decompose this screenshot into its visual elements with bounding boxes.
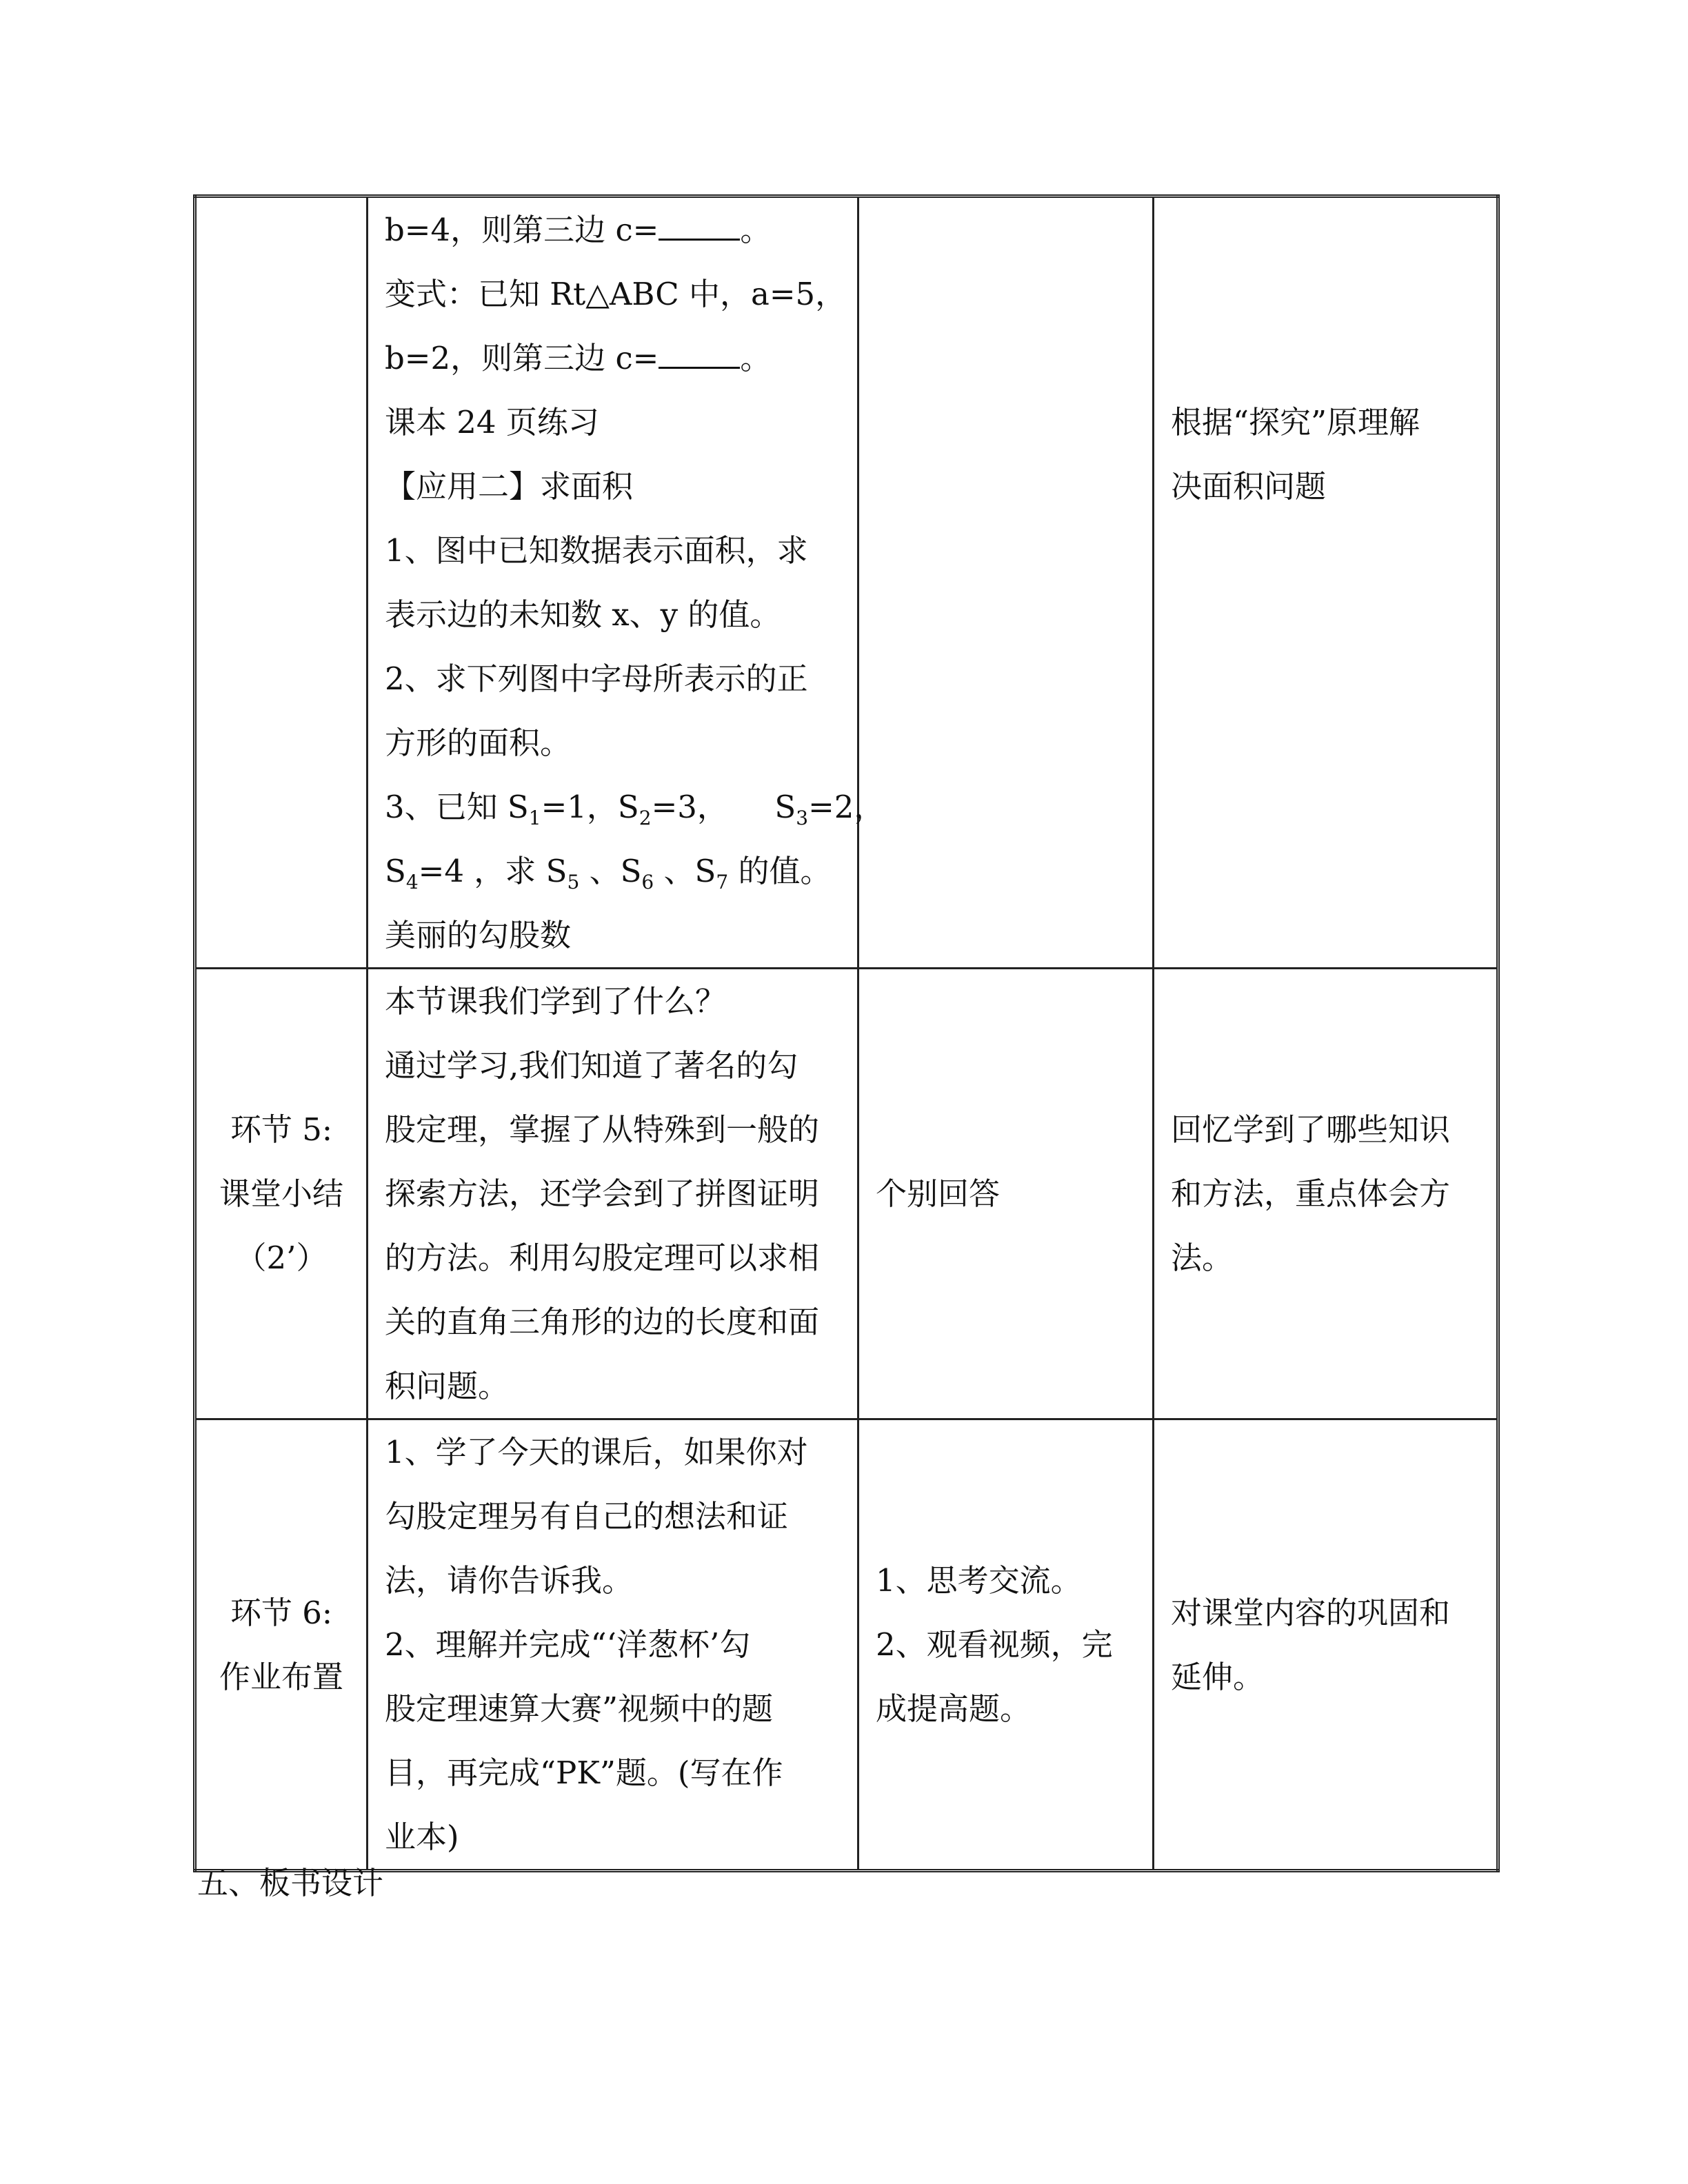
student-line: 1、思考交流。 [876, 1562, 1082, 1599]
content-line: 1、学了今天的课后，如果你对 [385, 1434, 808, 1470]
content-line: 股定理速算大赛”视频中的题 [385, 1690, 774, 1727]
content-line: 变式：已知 Rt△ABC 中，a=5， [385, 276, 847, 312]
content-cell [368, 196, 885, 969]
stage-label: （2’） [235, 1240, 328, 1276]
content-line: 课本 24 页练习 [385, 404, 599, 441]
student-line: 个别回答 [876, 1175, 1001, 1212]
content-line: 通过学习,我们知道了著名的勾 [385, 1047, 798, 1084]
table-row [195, 969, 1498, 1419]
intent-line: 根据“探究”原理解 [1171, 404, 1420, 441]
content-line: 的方法。利用勾股定理可以求相 [385, 1240, 820, 1276]
intent-line: 对课堂内容的巩固和 [1171, 1594, 1451, 1631]
stage-label: 环节 6: [230, 1594, 333, 1631]
intent-line: 回忆学到了哪些知识 [1171, 1111, 1451, 1148]
content-line: 勾股定理另有自己的想法和证 [385, 1498, 789, 1535]
content-line: 法，请你告诉我。 [385, 1562, 634, 1599]
stage-cell [195, 969, 368, 1419]
content-line: 业本) [385, 1819, 459, 1855]
student-line: 2、观看视频，完 [876, 1626, 1113, 1663]
content-cell [368, 969, 858, 1419]
table-row [195, 1419, 1498, 1871]
intent-line: 决面积问题 [1171, 468, 1327, 505]
content-line: 2、理解并完成“‘洋葱杯’勾 [385, 1626, 751, 1663]
stage-label: 课堂小结 [219, 1175, 343, 1212]
content-line: 美丽的勾股数 [385, 917, 572, 953]
content-line: 1、图中已知数据表示面积，求 [385, 532, 808, 569]
content-line: 股定理，掌握了从特殊到一般的 [385, 1111, 820, 1148]
content-line: 积问题。 [385, 1368, 510, 1404]
design-intent-cell [1154, 969, 1498, 1419]
intent-line: 延伸。 [1171, 1658, 1265, 1695]
student-activity-cell [858, 1419, 1154, 1871]
content-line: 本节课我们学到了什么？ [385, 983, 727, 1020]
student-activity-cell [858, 196, 1154, 969]
content-line: 3、已知 $S_1=1$，$S_2=3$， $S_3=2$， [385, 789, 885, 829]
student-line: 成提高题。 [876, 1690, 1032, 1727]
answer-blank [659, 210, 740, 241]
content-line: 关的直角三角形的边的长度和面 [385, 1304, 820, 1340]
content-cell [368, 1419, 858, 1871]
stage-cell [195, 196, 368, 969]
design-intent-cell [1154, 196, 1498, 969]
intent-line: 法。 [1171, 1240, 1234, 1276]
section-heading-blackboard-design: 五、板书设计 [197, 1865, 384, 1901]
stage-cell [195, 1419, 368, 1871]
student-activity-cell [858, 969, 1154, 1419]
content-line: 表示边的未知数 x、y 的值。 [385, 596, 781, 633]
content-line: 探索方法，还学会到了拼图证明 [385, 1175, 820, 1212]
stage-label: 环节 5: [230, 1111, 333, 1148]
content-line: b=2，则第三边 c= 。 [385, 326, 841, 390]
design-intent-cell [1154, 1419, 1498, 1871]
intent-line: 和方法，重点体会方 [1171, 1175, 1451, 1212]
content-line: 目，再完成“PK”题。(写在作 [385, 1755, 783, 1791]
lesson-plan-table [193, 194, 1500, 1872]
content-line: b=4，则第三边 c= 。 [385, 198, 841, 262]
content-line: 方形的面积。 [385, 725, 572, 761]
content-line: $S_4=4$ ，求 $S_5$ 、$S_6$ 、$S_7$ 的值。 [385, 853, 832, 893]
table-row [195, 196, 1498, 969]
content-line: 2、求下列图中字母所表示的正 [385, 660, 808, 697]
stage-label: 作业布置 [219, 1658, 343, 1695]
section-heading: 【应用二】求面积 [385, 468, 634, 505]
answer-blank [659, 338, 740, 369]
